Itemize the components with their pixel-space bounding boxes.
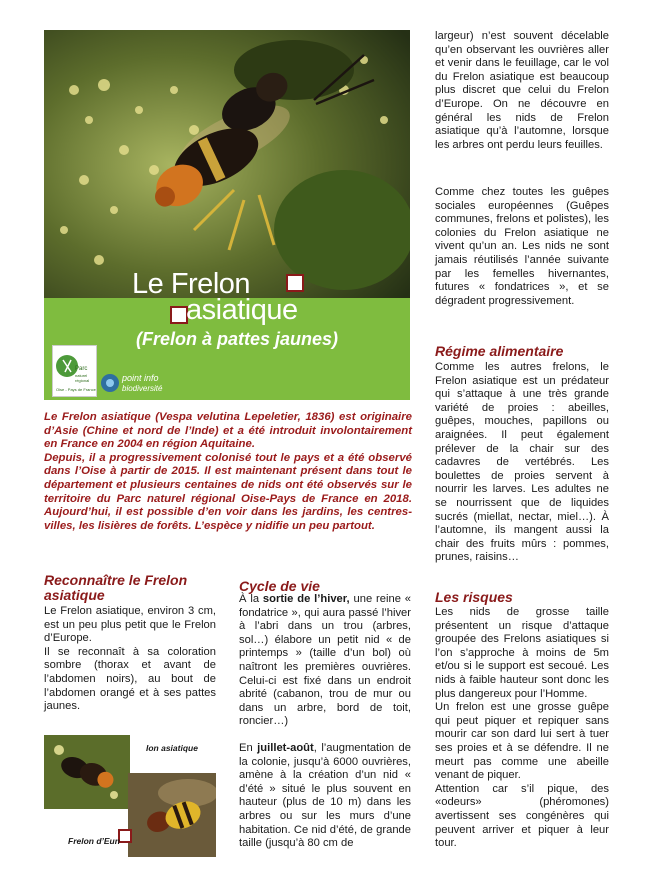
- intro-block: [44, 411, 412, 533]
- parc-logo-icon: [53, 346, 96, 396]
- risques-heading: Les risques: [435, 589, 513, 605]
- reconnaitre-p2: Il se reconnaît à sa coloration sombre (thorax et avant de l’abdomen noirs), au bout de l’abdomen orangé et à ses pattes jaunes.: [44, 645, 216, 713]
- right-top-p1: largeur) n’est souvent décelable qu’en observant les ouvrières aller et venir dans le feuillage, car le vol du Frelon asiatique est beaucoup plus discret que celui du Frelon d’Europe. On ne découvre en général les nids de Frelon asiatique qu’à l’automne, lorsque les arbres ont perdu leurs feuilles.: [435, 30, 609, 151]
- svg-text:point info: point info: [122, 373, 159, 383]
- svg-text:naturel: naturel: [75, 373, 88, 378]
- cycle-p1-bold: sortie de l’hiver,: [262, 593, 350, 605]
- right-top-p2: Comme chez toutes les guêpes sociales européennes (Guêpes communes, frelons et polistes), les colonies du Frelon asiatique ne vivent qu’un an. Les nids ne sont jamais réutilisés l’année suivante par les femelles hivernantes, futures « fondatrices », et se dégradent progressivement.: [435, 186, 609, 307]
- intro-p1: Le Frelon asiatique (Vespa velutina Lepeletier, 1836) est originaire d’Asie (Chine et nord de l’Inde) et a été introduit involontairement en France en 2004 en région Aquitaine.: [44, 411, 412, 451]
- cycle-heading: Cycle de vie: [239, 578, 320, 594]
- regime-heading: Régime alimentaire: [435, 343, 564, 359]
- asian-hornet-thumb: [44, 735, 130, 809]
- cycle-p2: [239, 742, 411, 851]
- pib-logo-icon: [100, 370, 175, 396]
- asian-hornet-photo: [44, 735, 130, 809]
- cycle-body: [239, 593, 411, 851]
- european-hornet-thumb: [128, 773, 216, 857]
- risques-p2: Un frelon est une grosse guêpe qui peut piquer et repiquer sans mourir car son dard lui sert à tuer ses proies et à se défendre. Il ne meurt pas comme une abeille venant de piquer.: [435, 701, 609, 782]
- cycle-p1-lead: À la: [239, 593, 263, 605]
- cycle-p1: [239, 593, 411, 729]
- hero-subtitle: (Frelon à pattes jaunes): [136, 329, 339, 349]
- reconnaitre-p1: Le Frelon asiatique, environ 3 cm, est un peu plus petit que le Frelon d’Europe.: [44, 605, 216, 645]
- svg-text:Parc: Parc: [75, 366, 88, 372]
- pib-logo: [100, 370, 175, 396]
- parc-logo: [52, 345, 97, 397]
- hero-photo: [44, 30, 410, 300]
- deco-square-1: [286, 274, 304, 292]
- cycle-p2-rest: , l’augmentation de la colonie, jusqu’à 6000 ouvrières, amène à la création d’un nid « d’été » situé le plus souvent en hauteur (plus de 10 m) dans les arbres ou sur les murs d’une habitation. Ce nid d’été, de grande taille (jusqu’à 80 cm de: [239, 741, 412, 850]
- cycle-p1-rest: une reine « fondatrice », qui aura passé l’hiver à l’abri dans un trou (arbres, sol…) élabore un petit nid « de printemps » (taille d’un bol) où naîtront les premières ouvrières. Celui-ci est fixé dans un endroit abrité (cabanon, trou de mur ou dans un arbre, bord de toit, roncier…): [239, 593, 412, 728]
- cycle-p2-lead: En: [239, 741, 258, 754]
- hero-title-line2: asiatique: [186, 294, 298, 326]
- hero-title-line1: Le Frelon: [132, 268, 251, 300]
- caption-asian-hornet: Ion asiatique: [146, 743, 198, 753]
- reconnaitre-body: [44, 605, 216, 714]
- european-hornet-photo: [128, 773, 216, 857]
- risques-p1: Les nids de grosse taille présentent un risque d’attaque groupée des Frelons asiatiques si l’on s’approche à moins de 5m et/ou si le support est secoué. Les nids à faible hauteur sont donc les plus dangereux pour l’Homme.: [435, 606, 609, 700]
- cycle-p2-bold: juillet-août: [257, 741, 314, 754]
- hornet-photo-illustration: [44, 30, 410, 300]
- risques-p3: Attention car s’il pique, des «odeurs» (phéromones) avertissent ses congénères qui peuvent arriver et piquer à leur tour.: [435, 782, 609, 850]
- regime-text: Comme les autres frelons, le Frelon asiatique est un prédateur qui s’attaque à une très grande variété de proies : abeilles, guêpes, mouches, papillons ou araignées. Il peut également prélever de la chair sur des cadavres de vertébrés. Les boulettes de proies servent à nourrir les larves. Les adultes ne se nourrissent que de liquides sucrés (miellat, nectar, miel…). À l’automne, ils mangent aussi la chair des fruits mûrs : pommes, prunes, raisins…: [435, 361, 609, 564]
- caption-european-hornet: Frelon d’Eun: [68, 836, 120, 846]
- reconnaitre-heading: Reconnaître le Frelon asiatique: [44, 572, 188, 603]
- risques-body: [435, 606, 609, 851]
- deco-square-3: [118, 829, 132, 843]
- svg-text:régional: régional: [75, 378, 90, 383]
- svg-text:Oise - Pays de France: Oise - Pays de France: [56, 387, 96, 392]
- svg-text:biodiversité: biodiversité: [122, 384, 163, 393]
- intro-p2: Depuis, il a progressivement colonisé tout le pays et a été observé dans l’Oise à partir de 2015. Il est maintenant présent dans tout le département et plusieurs centaines de nids ont été observés sur le territoire du Parc naturel régional Oise-Pays de France en 2018. Aujourd’hui, il est possible d’en voir dans les jardins, les centres-villes, les lisières de forêts. L’espèce y nidifie un peu partout.: [44, 451, 412, 532]
